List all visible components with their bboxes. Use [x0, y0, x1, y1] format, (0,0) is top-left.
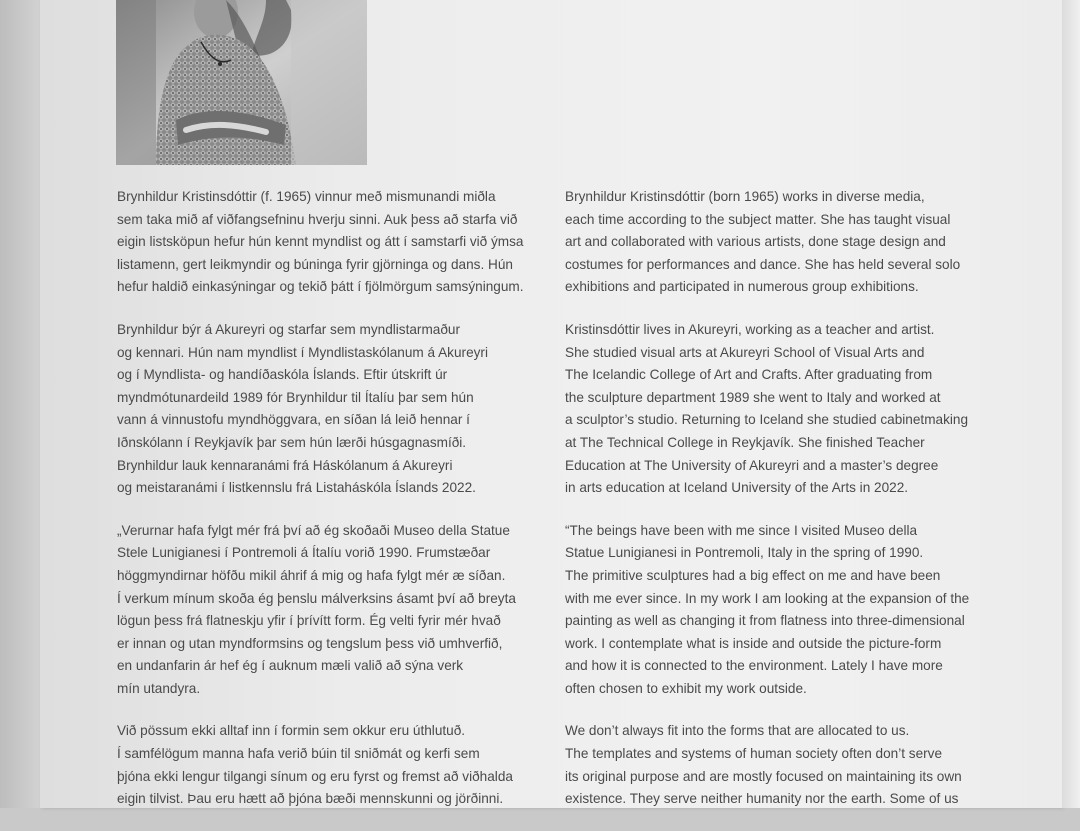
icelandic-paragraph-1	[117, 186, 537, 299]
text-line: Statue Lunigianesi in Pontremoli, Italy in the spring of 1990.	[565, 545, 924, 561]
text-line: er innan og utan myndformsins og tengslum þess við umhverfið,	[117, 635, 503, 651]
text-line: Stele Lunigianesi í Pontremoli á Ítalíu vorið 1990. Frumstæðar	[117, 545, 491, 561]
portrait-image	[116, 0, 367, 165]
icelandic-paragraph-2	[117, 319, 537, 500]
text-line: painting as well as changing it from flatness into three-dimensional	[565, 613, 965, 629]
text-line: existence. They serve neither humanity nor the earth. Some of us	[565, 791, 959, 807]
text-line: exhibitions and participated in numerous group exhibitions.	[565, 279, 919, 295]
text-line: often chosen to exhibit my work outside.	[565, 680, 807, 696]
text-line: eigin listsköpun hefur hún kennt myndlist og átt í samstarfi við ýmsa	[117, 234, 524, 250]
text-line: og í Myndlista- og handíðaskóla Íslands. Eftir útskrift úr	[117, 367, 448, 383]
text-line: en undanfarin ár hef ég í auknum mæli valið að sýna verk	[117, 658, 464, 674]
english-column	[565, 186, 970, 831]
text-line: höggmyndirnar höfðu mikil áhrif á mig og hafa fylgt mér æ síðan.	[117, 567, 506, 583]
text-line: mín utandyra.	[117, 680, 201, 696]
english-paragraph-3	[565, 520, 970, 701]
text-line: The templates and systems of human society often don’t serve	[565, 746, 943, 762]
text-line: og kennari. Hún nam myndlist í Myndlistaskólanum á Akureyri	[117, 344, 488, 360]
text-line: Brynhildur Kristinsdóttir (born 1965) works in diverse media,	[565, 189, 925, 204]
text-line: Iðnskólann í Reykjavík þar sem hún lærði húsgagnasmíði.	[117, 434, 467, 450]
text-line: „Verurnar hafa fylgt mér frá því að ég skoðaði Museo della Statue	[117, 522, 510, 538]
text-line: Í samfélögum manna hafa verið búin til sniðmát og kerfi sem	[117, 746, 480, 762]
wall-right	[1062, 0, 1080, 808]
text-line: a sculptor’s studio. Returning to Iceland she studied cabinetmaking	[565, 412, 969, 428]
text-line: its original purpose and are mostly focused on maintaining its own	[565, 768, 962, 784]
text-line: lögun þess frá flatneskju yfir í þrívítt form. Ég velti fyrir mér hvað	[117, 613, 501, 629]
text-line: listamenn, gert leikmyndir og búninga fyrir gjörninga og dans. Hún	[117, 256, 513, 272]
english-paragraph-2	[565, 319, 969, 500]
english-paragraph-4	[565, 720, 965, 810]
text-line: myndmótunardeild 1989 fór Brynhildur til Ítalíu þar sem hún	[117, 389, 474, 405]
text-line: in arts education at Iceland University of the Arts in 2022.	[565, 480, 909, 496]
text-line: sem taka mið af viðfangsefninu hverju sinni. Auk þess að starfa við	[117, 211, 518, 227]
text-line: the sculpture department 1989 she went to Italy and worked at	[565, 389, 941, 405]
text-line: She studied visual arts at Akureyri School of Visual Arts and	[565, 344, 925, 360]
text-line: work. I contemplate what is inside and outside the picture-form	[565, 635, 942, 651]
text-line: þjóna ekki lengur tilgangi sínum og eru fyrst og fremst að viðhalda	[117, 768, 513, 784]
english-paragraph-1	[565, 186, 965, 299]
artist-portrait-photo	[116, 0, 367, 165]
text-line: og meistaranámi í listkennslu frá Listaháskóla Íslands 2022.	[117, 480, 476, 496]
icelandic-paragraph-4	[117, 720, 537, 810]
text-line: “The beings have been with me since I visited Museo della	[565, 522, 918, 538]
text-line: hefur haldið einkasýningar og tekið þátt í fjölmörgum samsýningum.	[117, 279, 524, 295]
text-line: Education at The University of Akureyri and a master’s degree	[565, 457, 939, 473]
text-line: vann á vinnustofu myndhöggvara, en síðan lá leið hennar í	[117, 412, 470, 428]
text-line: The Icelandic College of Art and Crafts. After graduating from	[565, 367, 933, 383]
text-line: Kristinsdóttir lives in Akureyri, working as a teacher and artist.	[565, 321, 935, 337]
wall-left	[0, 0, 40, 808]
text-line: The primitive sculptures had a big effect on me and have been	[565, 567, 941, 583]
text-line: Brynhildur Kristinsdóttir (f. 1965) vinnur með mismunandi miðla	[117, 189, 496, 204]
text-line: and how it is connected to the environment. Lately I have more	[565, 658, 943, 674]
text-line: We don’t always fit into the forms that are allocated to us.	[565, 723, 910, 739]
text-line: art and collaborated with various artists, done stage design and	[565, 234, 946, 250]
text-line: Brynhildur lauk kennaranámi frá Háskólanum á Akureyri	[117, 457, 453, 473]
icelandic-column	[117, 186, 537, 831]
text-line: Við pössum ekki alltaf inn í formin sem okkur eru úthlutuð.	[117, 723, 466, 739]
text-line: Í verkum mínum skoða ég þenslu málverksins ásamt því að breyta	[117, 590, 516, 606]
icelandic-paragraph-3	[117, 520, 537, 701]
text-line: with me ever since. In my work I am looking at the expansion of the	[565, 590, 970, 606]
text-line: at The Technical College in Reykjavík. She finished Teacher	[565, 434, 925, 450]
text-line: costumes for performances and dance. She has held several solo	[565, 256, 961, 272]
text-line: Brynhildur býr á Akureyri og starfar sem myndlistarmaður	[117, 321, 460, 337]
text-line: each time according to the subject matter. She has taught visual	[565, 211, 951, 227]
text-line: eigin tilvist. Þau eru hætt að þjóna bæði mennskunni og jörðinni.	[117, 791, 504, 807]
